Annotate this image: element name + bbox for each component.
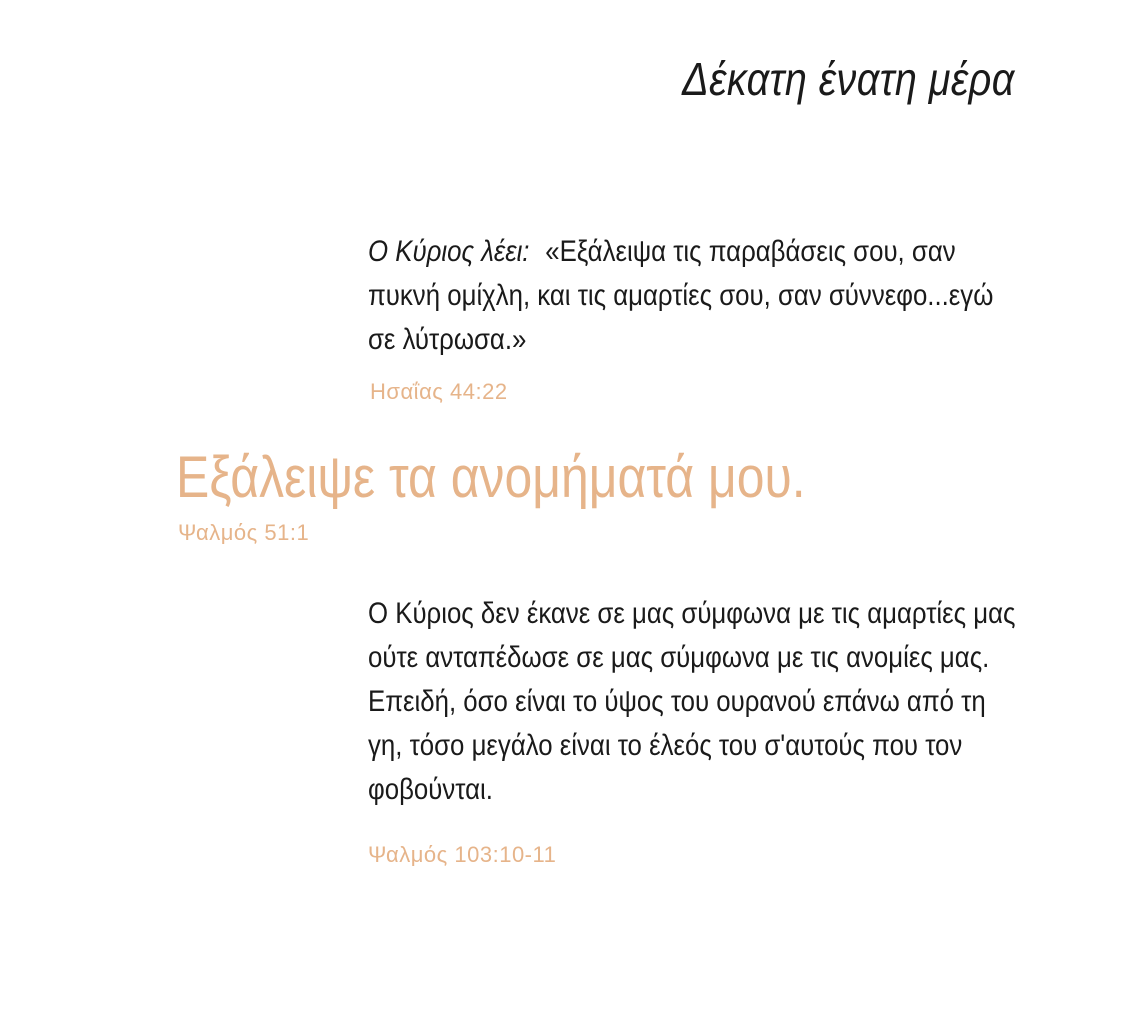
headline-reference: Ψαλμός 51:1 bbox=[178, 520, 310, 545]
day-title: Δέκατη ένατη μέρα bbox=[682, 53, 1015, 105]
verse-1-speaker: Ο Κύριος λέει: bbox=[368, 235, 530, 268]
verse-2 bbox=[368, 592, 1022, 812]
verse-2-text: Ο Κύριος δεν έκανε σε μας σύμφωνα με τις αμαρτίες μας ούτε ανταπέδωσε σε μας σύμφωνα με τις ανομίες μας. Επειδή, όσο είναι το ύψος του ουρανού επάνω από τη γη, τόσο μεγάλο είναι το έλεός του σ'αυτούς που τον φοβούνται. bbox=[368, 597, 1016, 806]
headline: Εξάλειψε τα ανομήματά μου. bbox=[176, 445, 806, 510]
verse-1 bbox=[368, 230, 1022, 362]
verse-1-reference: Ησαΐας 44:22 bbox=[370, 379, 508, 404]
verse-2-reference: Ψαλμός 103:10-11 bbox=[368, 842, 557, 867]
verse-1-text: «Εξάλειψα τις παραβάσεις σου, σαν πυκνή ομίχλη, και τις αμαρτίες σου, σαν σύννεφο...εγώ σε λύτρωσα.» bbox=[368, 235, 994, 356]
